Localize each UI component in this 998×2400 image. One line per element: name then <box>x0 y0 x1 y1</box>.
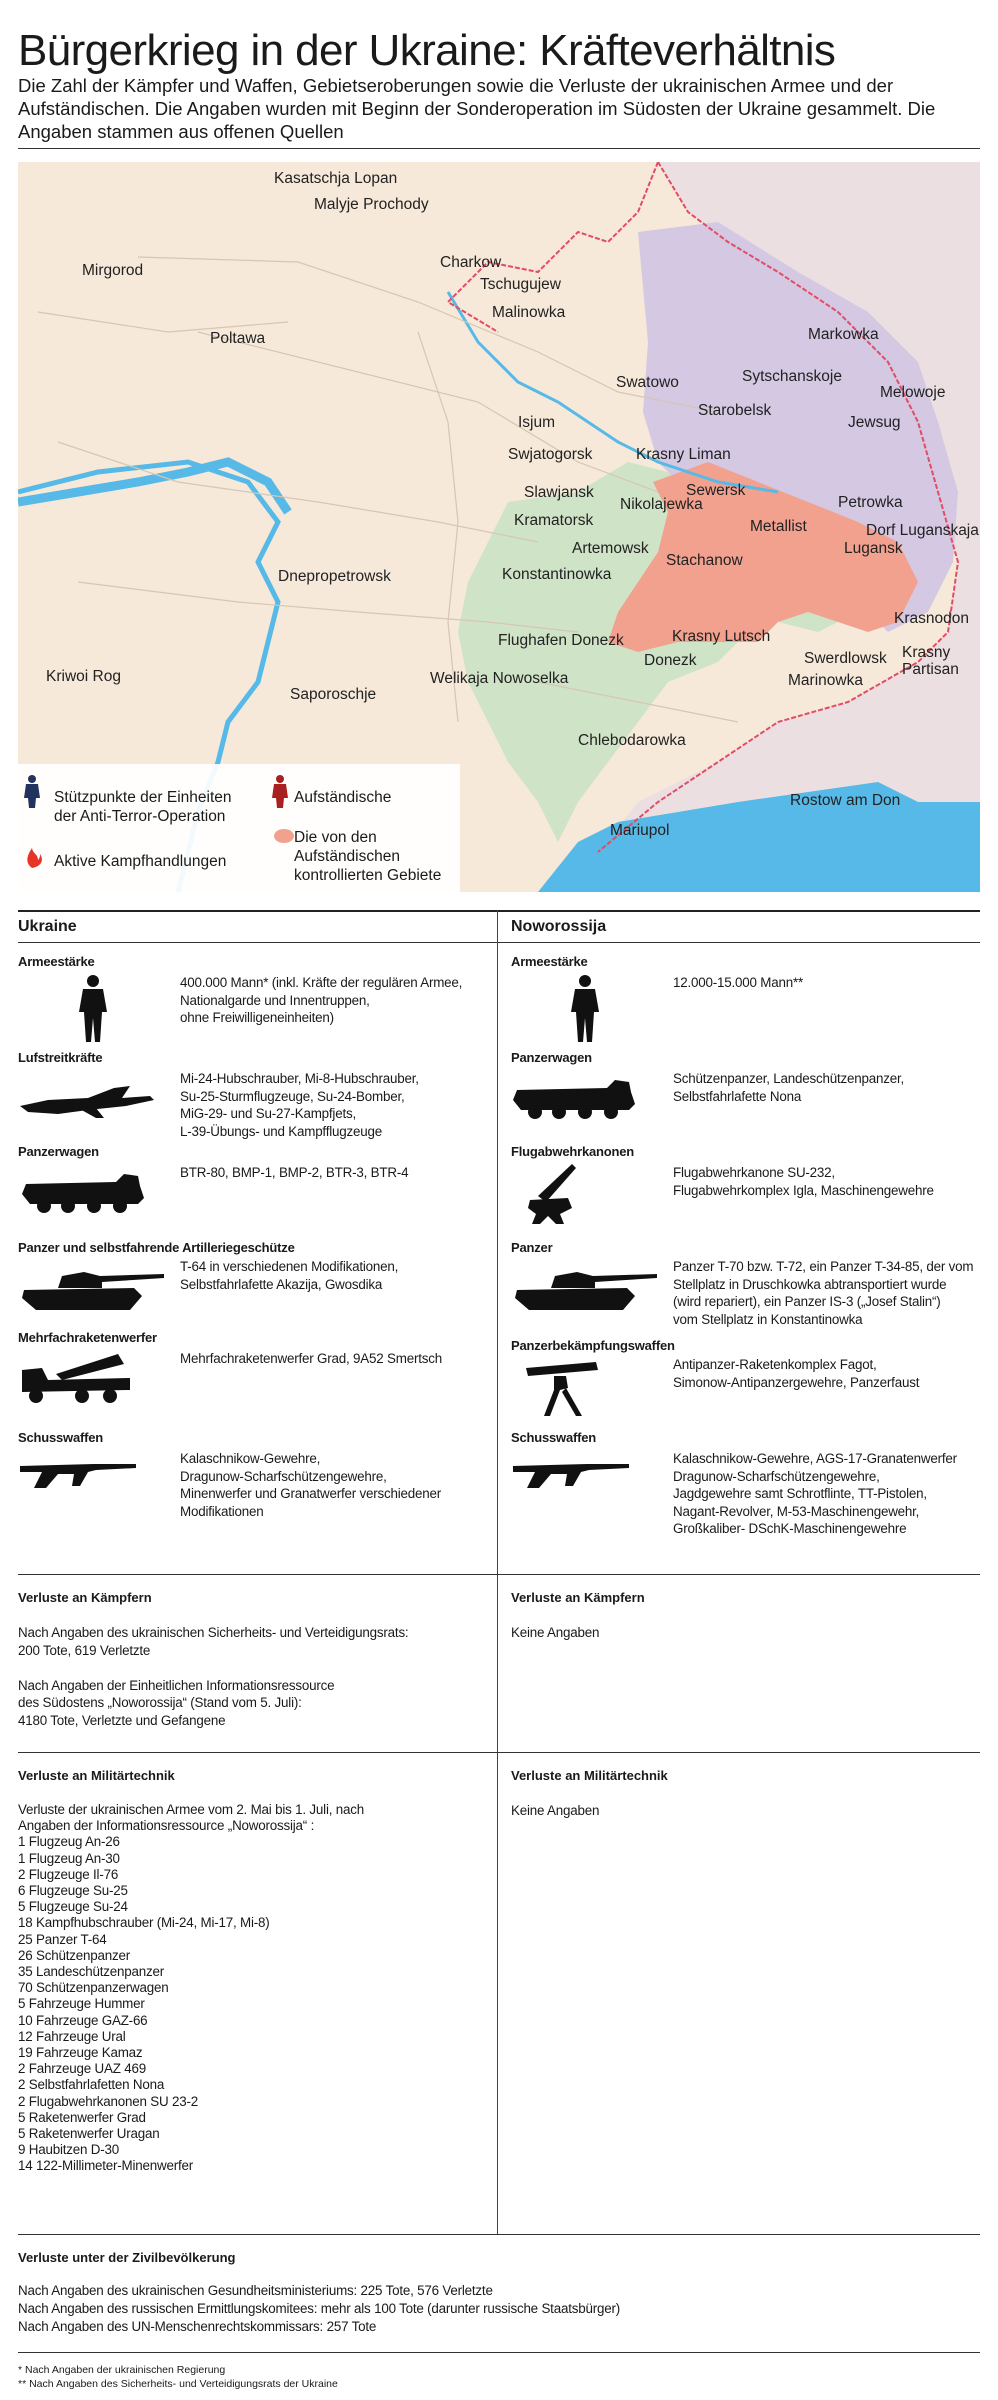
rebel-area-swatch <box>274 829 294 843</box>
civil-losses-label: Verluste unter der Zivilbevölkerung <box>18 2250 236 2265</box>
fire-icon <box>27 848 42 868</box>
left-text-verluste-kaempfer: Nach Angaben des ukrainischen Sicherheits- und Verteidigungsrats: 200 Tote, 619 Verletzte Nach Angaben der Einheitlichen Informationsressource des Südostens „Noworossija“ (Stand vom 5. Juli): 4180 Tote, Verletzte und Gefangene <box>18 1625 409 1728</box>
right-label-panzerbekaempfung: Panzerbekämpfungswaffen <box>511 1338 675 1353</box>
right-text-panzerbekaempfung: Antipanzer-Raketenkomplex Fagot, Simonow-Antipanzergewehre, Panzerfaust <box>673 1357 920 1390</box>
apc-icon <box>511 1076 637 1120</box>
left-label-luftstreitkraefte: Lufstreitkräfte <box>18 1050 103 1065</box>
aa-gun-icon <box>520 1160 592 1228</box>
right-text-armeestaerke: 12.000-15.000 Mann** <box>673 975 804 990</box>
city-isjum: Isjum <box>518 414 556 431</box>
right-label-schusswaffen: Schusswaffen <box>511 1430 597 1445</box>
city-mirgorod: Mirgorod <box>82 262 144 279</box>
apc-icon <box>20 1170 146 1214</box>
city-swerdlowsk: Swerdlowsk <box>804 650 887 667</box>
page-subtitle: Die Zahl der Kämpfer und Waffen, Gebietseroberungen sowie die Verluste der ukrainischen Armee und der Aufständischen. Die Angaben wurden mit Beginn der Sonderoperation im Südosten der Ukraine gesammelt. Die Angaben stammen aus offenen Quellen <box>18 75 936 142</box>
left-text-verluste-technik: Verluste der ukrainischen Armee vom 2. Mai bis 1. Juli, nach Angaben der Informationsressource „Noworossija“ : 1 Flugzeug An-26 1 Flugzeug An-30 2 Flugzeuge Il-76 6 Flugzeuge Su-25 5 Flugzeuge Su-24 18 Kampfhubschrauber (Mi-24, Mi-17, Mi-8) 25 Panzer T-64 26 Schützenpanzer 35 Landeschützenpanzer 70 Schützenpanzerwagen 5 Fahrzeuge Hummer 10 Fahrzeuge GAZ-66 12 Fahrzeuge Ural 19 Fahrzeuge Kamaz 2 Fahrzeuge UAZ 469 2 Selbstfahrlafetten Nona 2 Flugabwehrkanonen SU 23-2 5 Raketenwerfer Grad 5 Raketenwerfer Uragan 9 Haubitzen D-30 14 122-Millimeter-Minenwerfer <box>18 1802 364 2174</box>
column-separator <box>497 910 498 2235</box>
footnote-divider <box>18 2352 980 2353</box>
right-label-verluste-technik: Verluste an Militärtechnik <box>511 1768 668 1783</box>
city-kasatschja-lopan: Kasatschja Lopan <box>274 170 398 187</box>
left-text-panzer-artillerie: T-64 in verschiedenen Modifikationen, Selbstfahrlafette Akazija, Gwosdika <box>180 1259 399 1292</box>
city-krasny-liman: Krasny Liman <box>636 446 731 463</box>
rifle-icon <box>18 1458 138 1492</box>
rocket-launcher-icon <box>18 1350 134 1406</box>
map-legend <box>18 764 460 892</box>
right-text-verluste-kaempfer: Keine Angaben <box>511 1625 600 1640</box>
city-sytschanskoje: Sytschanskoje <box>742 368 842 385</box>
right-text-panzer: Panzer T-70 bzw. T-72, ein Panzer T-34-85, der vom Stellplatz in Druschkowka abtransportiert wurde (wird repariert), ein Panzer IS-3 („Josef Stalin“) vom Stellplatz in Konstantinowka <box>673 1259 974 1327</box>
atgm-icon <box>520 1358 602 1420</box>
city-krasnodon: Krasnodon <box>894 610 969 627</box>
city-melowoje: Melowoje <box>880 384 946 401</box>
city-tschugujew: Tschugujew <box>480 276 561 293</box>
losses-equipment-divider <box>18 1752 980 1753</box>
right-label-panzer: Panzer <box>511 1240 553 1255</box>
losses-fighters-divider <box>18 1574 980 1575</box>
soldier-icon <box>570 974 600 1044</box>
city-sewersk: Sewersk <box>686 482 746 499</box>
left-label-verluste-technik: Verluste an Militärtechnik <box>18 1768 175 1783</box>
city-malinowka: Malinowka <box>492 304 566 321</box>
left-text-luftstreitkraefte: Mi-24-Hubschrauber, Mi-8-Hubschrauber, Su-25-Sturmflugzeuge, Su-24-Bomber, MiG-29- und Su-27-Kampfjets, L-39-Übungs- und Kampfflugzeuge <box>180 1071 419 1139</box>
city-markowka: Markowka <box>808 326 879 343</box>
city-lugansk: Lugansk <box>844 540 903 557</box>
ukraine-soldier-icon <box>24 775 40 808</box>
left-text-schusswaffen: Kalaschnikow-Gewehre, Dragunow-Scharfschützengewehre, Minenwerfer und Granatwerfer verschiedener Modifikationen <box>180 1451 442 1519</box>
header-divider <box>18 148 980 149</box>
city-dorf-luganskaja: Dorf Luganskaja <box>866 522 979 539</box>
city-krasny-partisan: Krasny Partisan <box>902 644 959 678</box>
soldier-icon <box>78 974 108 1044</box>
city-petrowka: Petrowka <box>838 494 903 511</box>
column-title-noworossija: Noworossija <box>511 918 607 935</box>
tank-icon <box>18 1266 168 1314</box>
right-text-flugabwehrkanonen: Flugabwehrkanone SU-232, Flugabwehrkomplex Igla, Maschinengewehre <box>673 1165 934 1198</box>
right-label-verluste-kaempfer: Verluste an Kämpfern <box>511 1590 645 1605</box>
left-label-armeestaerke: Armeestärke <box>18 954 95 969</box>
city-flughafen-donezk: Flughafen Donezk <box>498 632 624 649</box>
legend-ukraine-units: Stützpunkte der Einheiten der Anti-Terror-Operation <box>54 789 232 825</box>
city-kramatorsk: Kramatorsk <box>514 512 594 529</box>
jet-icon <box>18 1078 158 1120</box>
footnote-1: * Nach Angaben der ukrainischen Regierung <box>18 2364 226 2376</box>
right-text-panzerwagen: Schützenpanzer, Landeschützenpanzer, Selbstfahrlafette Nona <box>673 1071 905 1104</box>
city-mariupol: Mariupol <box>610 822 670 839</box>
city-donezk: Donezk <box>644 652 697 669</box>
left-text-armeestaerke: 400.000 Mann* (inkl. Kräfte der regulären Armee, Nationalgarde und Innentruppen, ohne Freiwilligeneinheiten) <box>180 975 463 1025</box>
right-label-armeestaerke: Armeestärke <box>511 954 588 969</box>
column-title-ukraine: Ukraine <box>18 918 77 935</box>
rifle-icon <box>511 1458 631 1492</box>
city-swjatogorsk: Swjatogorsk <box>508 446 593 463</box>
city-metallist: Metallist <box>750 518 807 535</box>
city-starobelsk: Starobelsk <box>698 402 772 419</box>
right-label-flugabwehrkanonen: Flugabwehrkanonen <box>511 1144 635 1159</box>
city-saporoschje: Saporoschje <box>290 686 377 703</box>
rebel-soldier-icon <box>272 775 288 808</box>
city-malyje-prochody: Malyje Prochody <box>314 196 429 213</box>
right-label-panzerwagen: Panzerwagen <box>511 1050 592 1065</box>
dnepr-reservoir <box>18 462 288 512</box>
left-label-panzer-artillerie: Panzer und selbstfahrende Artilleriegeschütze <box>18 1240 295 1255</box>
civil-losses-text: Nach Angaben des ukrainischen Gesundheitsministeriums: 225 Tote, 576 Verletzte Nach Angaben des russischen Ermittlungskomitees: mehr als 100 Tote (darunter russische Staatsbürger) Nach Angaben des UN-Menschenrechtskommissars: 257 Tote <box>18 2283 620 2334</box>
left-label-verluste-kaempfer: Verluste an Kämpfern <box>18 1590 152 1605</box>
city-kriwoi-rog: Kriwoi Rog <box>46 668 121 685</box>
city-charkow: Charkow <box>440 254 502 271</box>
left-text-mehrfachraketenwerfer: Mehrfachraketenwerfer Grad, 9A52 Smertsch <box>180 1351 442 1366</box>
city-poltawa: Poltawa <box>210 330 266 347</box>
city-stachanow: Stachanow <box>666 552 743 569</box>
table-top-divider <box>18 910 980 912</box>
legend-rebels: Aufständische <box>294 789 392 806</box>
city-slawjansk: Slawjansk <box>524 484 594 501</box>
left-label-schusswaffen: Schusswaffen <box>18 1430 104 1445</box>
city-nikolajewka: Nikolajewka <box>620 496 703 513</box>
city-krasny-lutsch: Krasny Lutsch <box>672 628 771 645</box>
page-title: Bürgerkrieg in der Ukraine: Kräfteverhältnis <box>18 26 836 75</box>
legend-rebel-area: Die von den Aufständischen kontrollierten Gebiete <box>294 829 442 884</box>
city-rostow-am-don: Rostow am Don <box>790 792 901 809</box>
city-konstantinowka: Konstantinowka <box>502 566 612 583</box>
footnote-2: ** Nach Angaben des Sicherheits- und Verteidigungsrats der Ukraine <box>18 2378 338 2390</box>
right-text-verluste-technik: Keine Angaben <box>511 1803 600 1818</box>
city-marinowka: Marinowka <box>788 672 863 689</box>
city-swatowo: Swatowo <box>616 374 679 391</box>
city-chlebodarowka: Chlebodarowka <box>578 732 686 749</box>
conflict-map <box>18 162 980 892</box>
legend-fighting: Aktive Kampfhandlungen <box>54 853 227 870</box>
left-text-panzerwagen: BTR-80, BMP-1, BMP-2, BTR-3, BTR-4 <box>180 1165 409 1180</box>
table-header-divider <box>18 942 980 943</box>
civil-losses-divider <box>18 2234 980 2235</box>
city-artemowsk: Artemowsk <box>572 540 649 557</box>
city-dnepropetrowsk: Dnepropetrowsk <box>278 568 391 585</box>
city-jewsug: Jewsug <box>848 414 901 431</box>
left-label-mehrfachraketenwerfer: Mehrfachraketenwerfer <box>18 1330 157 1345</box>
city-welikaja-nowoselka: Welikaja Nowoselka <box>430 670 569 687</box>
tank-icon <box>511 1266 661 1314</box>
right-text-schusswaffen: Kalaschnikow-Gewehre, AGS-17-Granatenwerfer Dragunow-Scharfschützengewehre, Jagdgewehre samt Schrotflinte, TT-Pistolen, Nagant-Revolver, M-53-Maschinengewehr, Großkaliber- DSchK-Maschinengewehre <box>673 1451 957 1536</box>
left-label-panzerwagen: Panzerwagen <box>18 1144 99 1159</box>
